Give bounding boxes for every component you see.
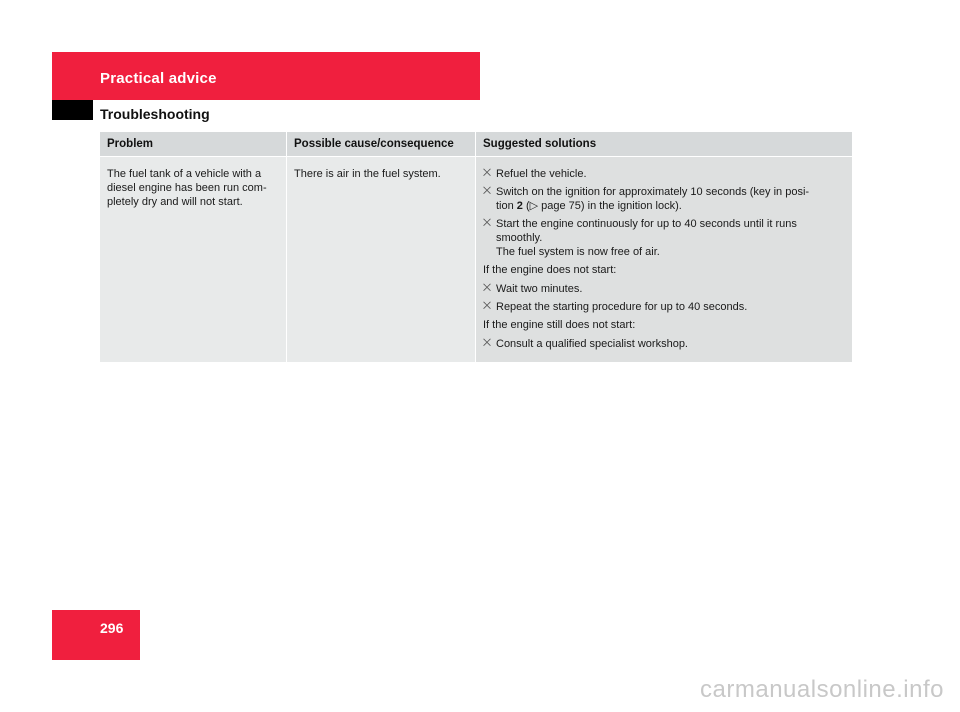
watermark: carmanualsonline.info — [700, 676, 944, 703]
arrow-right-icon: ⨉ — [483, 186, 491, 197]
problem-line: diesel engine has been run com- — [107, 182, 267, 194]
step-text: Repeat the starting procedure for up to 40 seconds. — [496, 301, 748, 313]
solution-step — [483, 282, 846, 296]
arrow-right-icon: ⨉ — [483, 218, 491, 229]
condition-text: If the engine does not start: — [483, 264, 617, 276]
column-header-cause: Possible cause/consequence — [287, 132, 476, 156]
page-reference: (▷ page 75) in the ignition lock). — [522, 200, 682, 212]
page-number: 296 — [100, 620, 124, 636]
section-marker-tab — [52, 100, 93, 120]
step-text: Start the engine continuously for up to 40 seconds until it runs — [496, 218, 797, 230]
arrow-right-icon: ⨉ — [483, 168, 491, 179]
solution-step — [483, 337, 846, 351]
step-text: Wait two minutes. — [496, 283, 583, 295]
problem-cell — [100, 156, 287, 362]
cause-cell: There is air in the fuel system. — [287, 156, 476, 362]
arrow-right-icon: ⨉ — [483, 301, 491, 312]
step-text: Switch on the ignition for approximately 10 seconds (key in posi- — [496, 186, 810, 198]
problem-line: pletely dry and will not start. — [107, 196, 243, 208]
problem-line: The fuel tank of a vehicle with a — [107, 168, 262, 180]
solution-step — [483, 217, 846, 259]
solutions-cell — [476, 156, 852, 362]
condition-text: If the engine still does not start: — [483, 319, 636, 331]
step-text: Refuel the vehicle. — [496, 168, 587, 180]
step-text: tion — [496, 200, 517, 212]
step-text: smoothly. — [496, 232, 543, 244]
step-text: Consult a qualified specialist workshop. — [496, 338, 688, 350]
arrow-right-icon: ⨉ — [483, 338, 491, 349]
column-header-problem: Problem — [100, 132, 287, 156]
page-number-box — [52, 610, 140, 660]
step-result: The fuel system is now free of air. — [496, 246, 660, 258]
solution-step — [483, 300, 846, 314]
subsection-title: Troubleshooting — [100, 106, 210, 122]
section-title: Practical advice — [100, 70, 217, 87]
troubleshooting-table — [100, 132, 852, 362]
column-header-solutions: Suggested solutions — [476, 132, 852, 156]
ignition-position: 2 — [516, 200, 523, 212]
solution-step — [483, 185, 846, 213]
solution-step — [483, 167, 846, 181]
arrow-right-icon: ⨉ — [483, 283, 491, 294]
step-text-line — [496, 199, 846, 213]
